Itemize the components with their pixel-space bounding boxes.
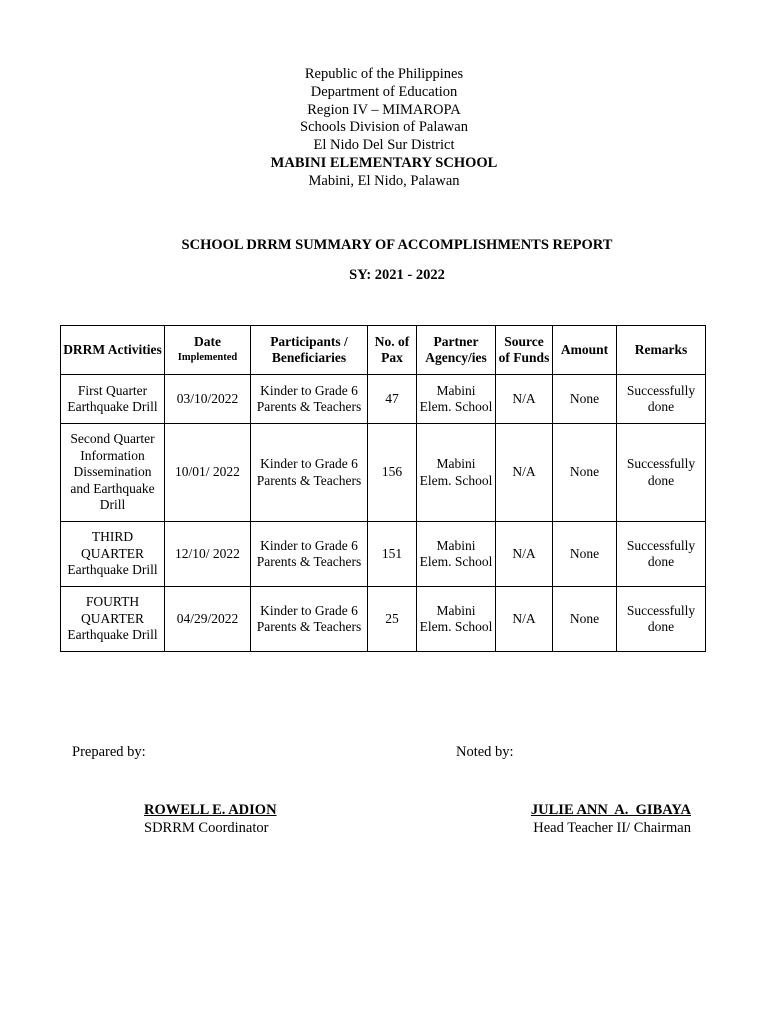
cell-participants: Kinder to Grade 6 Parents & Teachers [251, 375, 368, 424]
cell-partner: Mabini Elem. School [417, 375, 496, 424]
cell-partner: Mabini Elem. School [417, 522, 496, 587]
table-header-row [61, 326, 706, 375]
cell-pax: 156 [368, 424, 417, 522]
col-header-pax: No. of Pax [368, 326, 417, 375]
report-title: SCHOOL DRRM SUMMARY OF ACCOMPLISHMENTS REPORT [181, 237, 613, 253]
table-row [61, 522, 706, 587]
cell-amount: None [553, 522, 617, 587]
cell-amount: None [553, 424, 617, 522]
cell-pax: 25 [368, 587, 417, 652]
cell-date: 12/10/ 2022 [165, 522, 251, 587]
cell-remarks: Successfully done [617, 522, 706, 587]
col-header-activities: DRRM Activities [61, 326, 165, 375]
cell-activity: FOURTH QUARTER Earthquake Drill [61, 587, 165, 652]
cell-amount: None [553, 587, 617, 652]
cell-activity: First Quarter Earthquake Drill [61, 375, 165, 424]
table-row [61, 424, 706, 522]
header-district: El Nido Del Sur District [313, 137, 455, 154]
preparer-signature-block [144, 801, 277, 837]
header-division: Schools Division of Palawan [300, 119, 468, 136]
prepared-by-label: Prepared by: [72, 744, 146, 760]
cell-source: N/A [496, 424, 553, 522]
col-header-remarks: Remarks [617, 326, 706, 375]
cell-activity: THIRD QUARTER Earthquake Drill [61, 522, 165, 587]
cell-participants: Kinder to Grade 6 Parents & Teachers [251, 522, 368, 587]
noted-by-label: Noted by: [456, 744, 514, 760]
noter-title: Head Teacher II/ Chairman [533, 820, 691, 836]
cell-source: N/A [496, 587, 553, 652]
cell-pax: 151 [368, 522, 417, 587]
col-header-date [165, 326, 251, 375]
col-header-source: Source of Funds [496, 326, 553, 375]
preparer-title: SDRRM Coordinator [144, 820, 269, 836]
accomplishments-table [60, 325, 706, 652]
cell-source: N/A [496, 375, 553, 424]
table-row [61, 375, 706, 424]
cell-source: N/A [496, 522, 553, 587]
header-department: Department of Education [310, 83, 458, 100]
school-address: Mabini, El Nido, Palawan [308, 172, 460, 189]
cell-remarks: Successfully done [617, 424, 706, 522]
cell-activity: Second Quarter Information Dissemination and Earthquake Drill [61, 424, 165, 522]
cell-partner: Mabini Elem. School [417, 424, 496, 522]
cell-participants: Kinder to Grade 6 Parents & Teachers [251, 587, 368, 652]
table-row [61, 587, 706, 652]
school-name: MABINI ELEMENTARY SCHOOL [270, 154, 498, 171]
cell-pax: 47 [368, 375, 417, 424]
cell-remarks: Successfully done [617, 375, 706, 424]
school-year: SY: 2021 - 2022 [349, 267, 445, 283]
cell-amount: None [553, 375, 617, 424]
letterhead [0, 66, 768, 191]
cell-remarks: Successfully done [617, 587, 706, 652]
col-header-amount: Amount [553, 326, 617, 375]
noter-name: JULIE ANN A. GIBAYA [530, 802, 691, 818]
cell-participants: Kinder to Grade 6 Parents & Teachers [251, 424, 368, 522]
col-header-partner: Partner Agency/ies [417, 326, 496, 375]
col-header-date-label: Date [194, 333, 221, 349]
cell-date: 10/01/ 2022 [165, 424, 251, 522]
cell-partner: Mabini Elem. School [417, 587, 496, 652]
preparer-name: ROWELL E. ADION [144, 802, 277, 818]
header-region: Region IV – MIMAROPA [307, 101, 461, 118]
col-header-date-sub: Implemented [177, 352, 238, 363]
col-header-participants: Participants / Beneficiaries [251, 326, 368, 375]
cell-date: 03/10/2022 [165, 375, 251, 424]
noter-signature-block [531, 801, 691, 837]
header-republic: Republic of the Philippines [304, 66, 464, 82]
cell-date: 04/29/2022 [165, 587, 251, 652]
